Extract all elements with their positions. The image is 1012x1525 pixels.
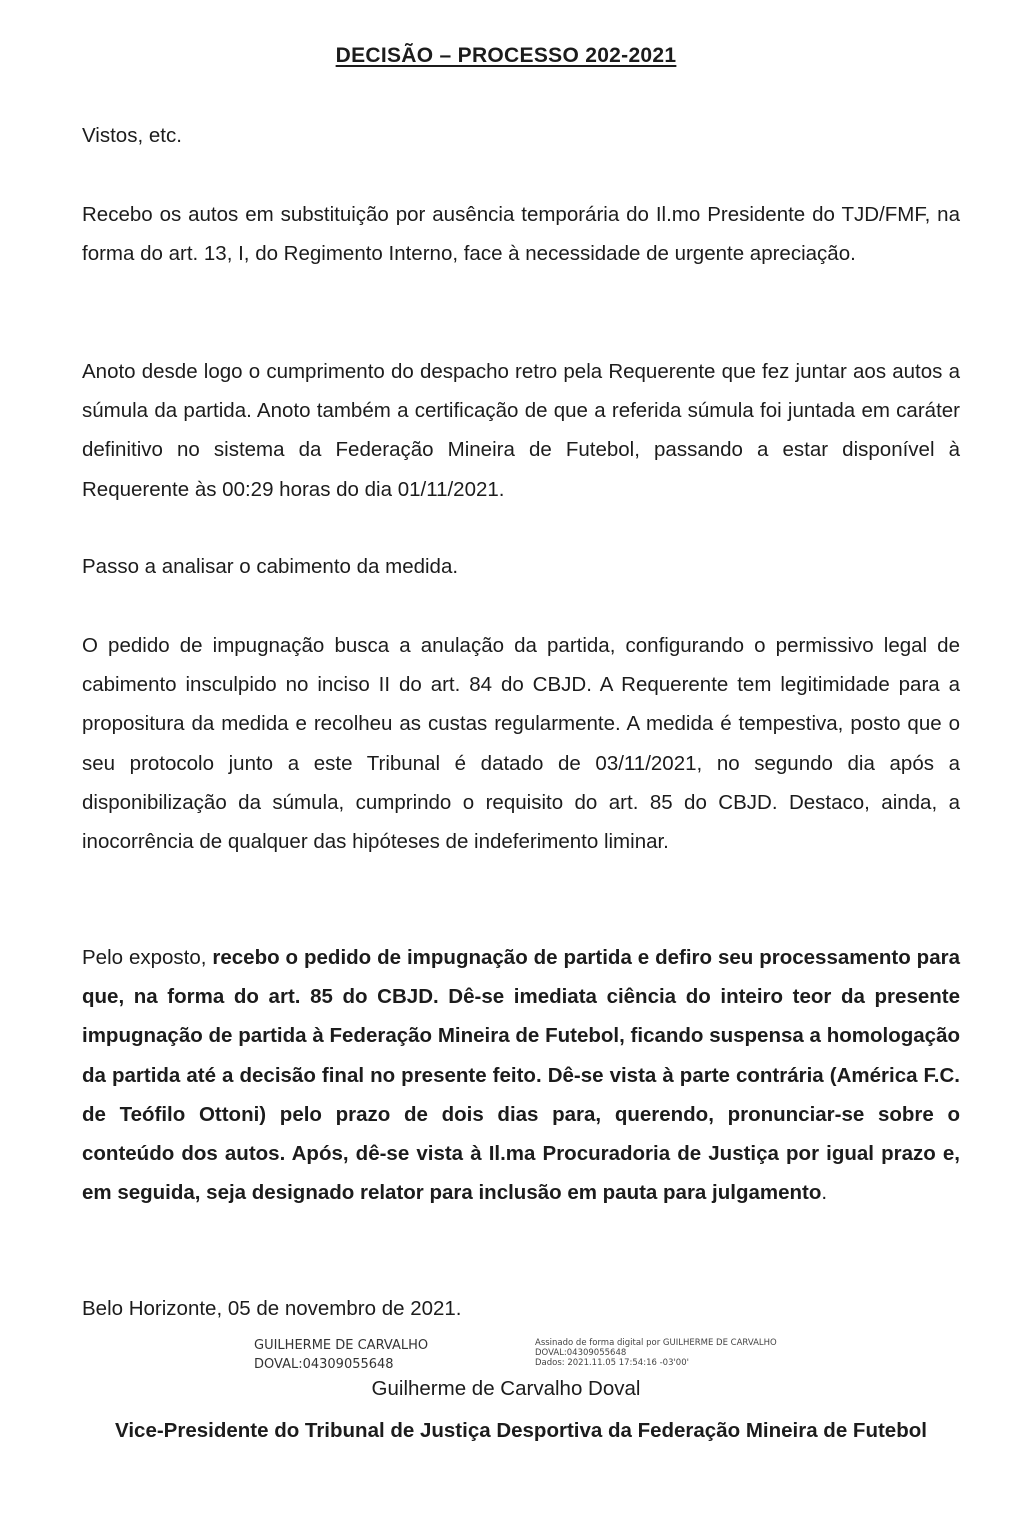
paragraph-end-mark: . — [821, 1181, 828, 1205]
signature-name-line2: DOVAL:04309055648 — [254, 1357, 394, 1372]
paragraph-pelo-exposto — [82, 938, 960, 1212]
paragraph-lead-text: Pelo exposto, — [82, 946, 207, 969]
paragraph-pedido-impugnacao: O pedido de impugnação busca a anulação da partida, configurando o permissivo legal de cabimento insculpido no inciso II do art. 84 do CBJD. A Requerente tem legitimidade para a propositura da medida e recolheu as custas regularmente. A medida é tempestiva, posto que o seu protocolo junto a este Tribunal é datado de 03/11/2021, no segundo dia após a disponibilização da súmula, cumprindo o requisito do art. 85 do CBJD. Destaco, ainda, a inocorrência de qualquer das hipóteses de indeferimento liminar. — [82, 634, 960, 854]
paragraph-anoto: Anoto desde logo o cumprimento do despacho retro pela Requerente que fez juntar aos autos a súmula da partida. Anoto também a certificação de que a referida súmula foi juntada em caráter definitivo no sistema da Federação Mineira de Futebol, passando a estar disponível à Requerente às 00:29 horas do dia 01/11/2021. — [82, 360, 960, 501]
document-title-text: DECISÃO – PROCESSO 202-2021 — [335, 44, 677, 67]
signature-name-line1: GUILHERME DE CARVALHO — [254, 1338, 429, 1353]
digital-signature-name — [254, 1336, 494, 1374]
paragraph-bold-decision: recebo o pedido de impugnação de partida e defiro seu processamento para que, na forma do art. 85 do CBJD. Dê-se imediata ciência do inteiro teor da presente impugnação de partida à Federação Mineira de Futebol, ficando suspensa a homologação da partida até a decisão final no presente feito. Dê-se vista à parte contrária (América F.C. de Teófilo Ottoni) pelo prazo de dois dias para, querendo, pronunciar-se sobre o conteúdo dos autos. Após, dê-se vista à Il.ma Procuradoria de Justiça por igual prazo e, em seguida, seja designado relator para inclusão em pauta para julgamento — [82, 946, 960, 1205]
paragraph-passo-analisar: Passo a analisar o cabimento da medida. — [82, 555, 459, 578]
signature-meta-line1: Assinado de forma digital por GUILHERME DE CARVALHO — [535, 1338, 777, 1348]
signer-role: Vice-Presidente do Tribunal de Justiça Desportiva da Federação Mineira de Futebol — [115, 1419, 927, 1442]
signature-meta-line2: DOVAL:04309055648 — [535, 1348, 627, 1358]
paragraph-vistos: Vistos, etc. — [82, 124, 182, 147]
signer-name: Guilherme de Carvalho Doval — [371, 1377, 641, 1400]
document-title — [0, 44, 1012, 68]
signature-meta-line3: Dados: 2021.11.05 17:54:16 -03'00' — [535, 1358, 689, 1368]
digital-signature-meta — [535, 1338, 835, 1368]
date-line: Belo Horizonte, 05 de novembro de 2021. — [82, 1297, 462, 1320]
paragraph-recebo-autos: Recebo os autos em substituição por ausência temporária do Il.mo Presidente do TJD/FMF, na forma do art. 13, I, do Regimento Interno, face à necessidade de urgente apreciação. — [82, 203, 960, 266]
